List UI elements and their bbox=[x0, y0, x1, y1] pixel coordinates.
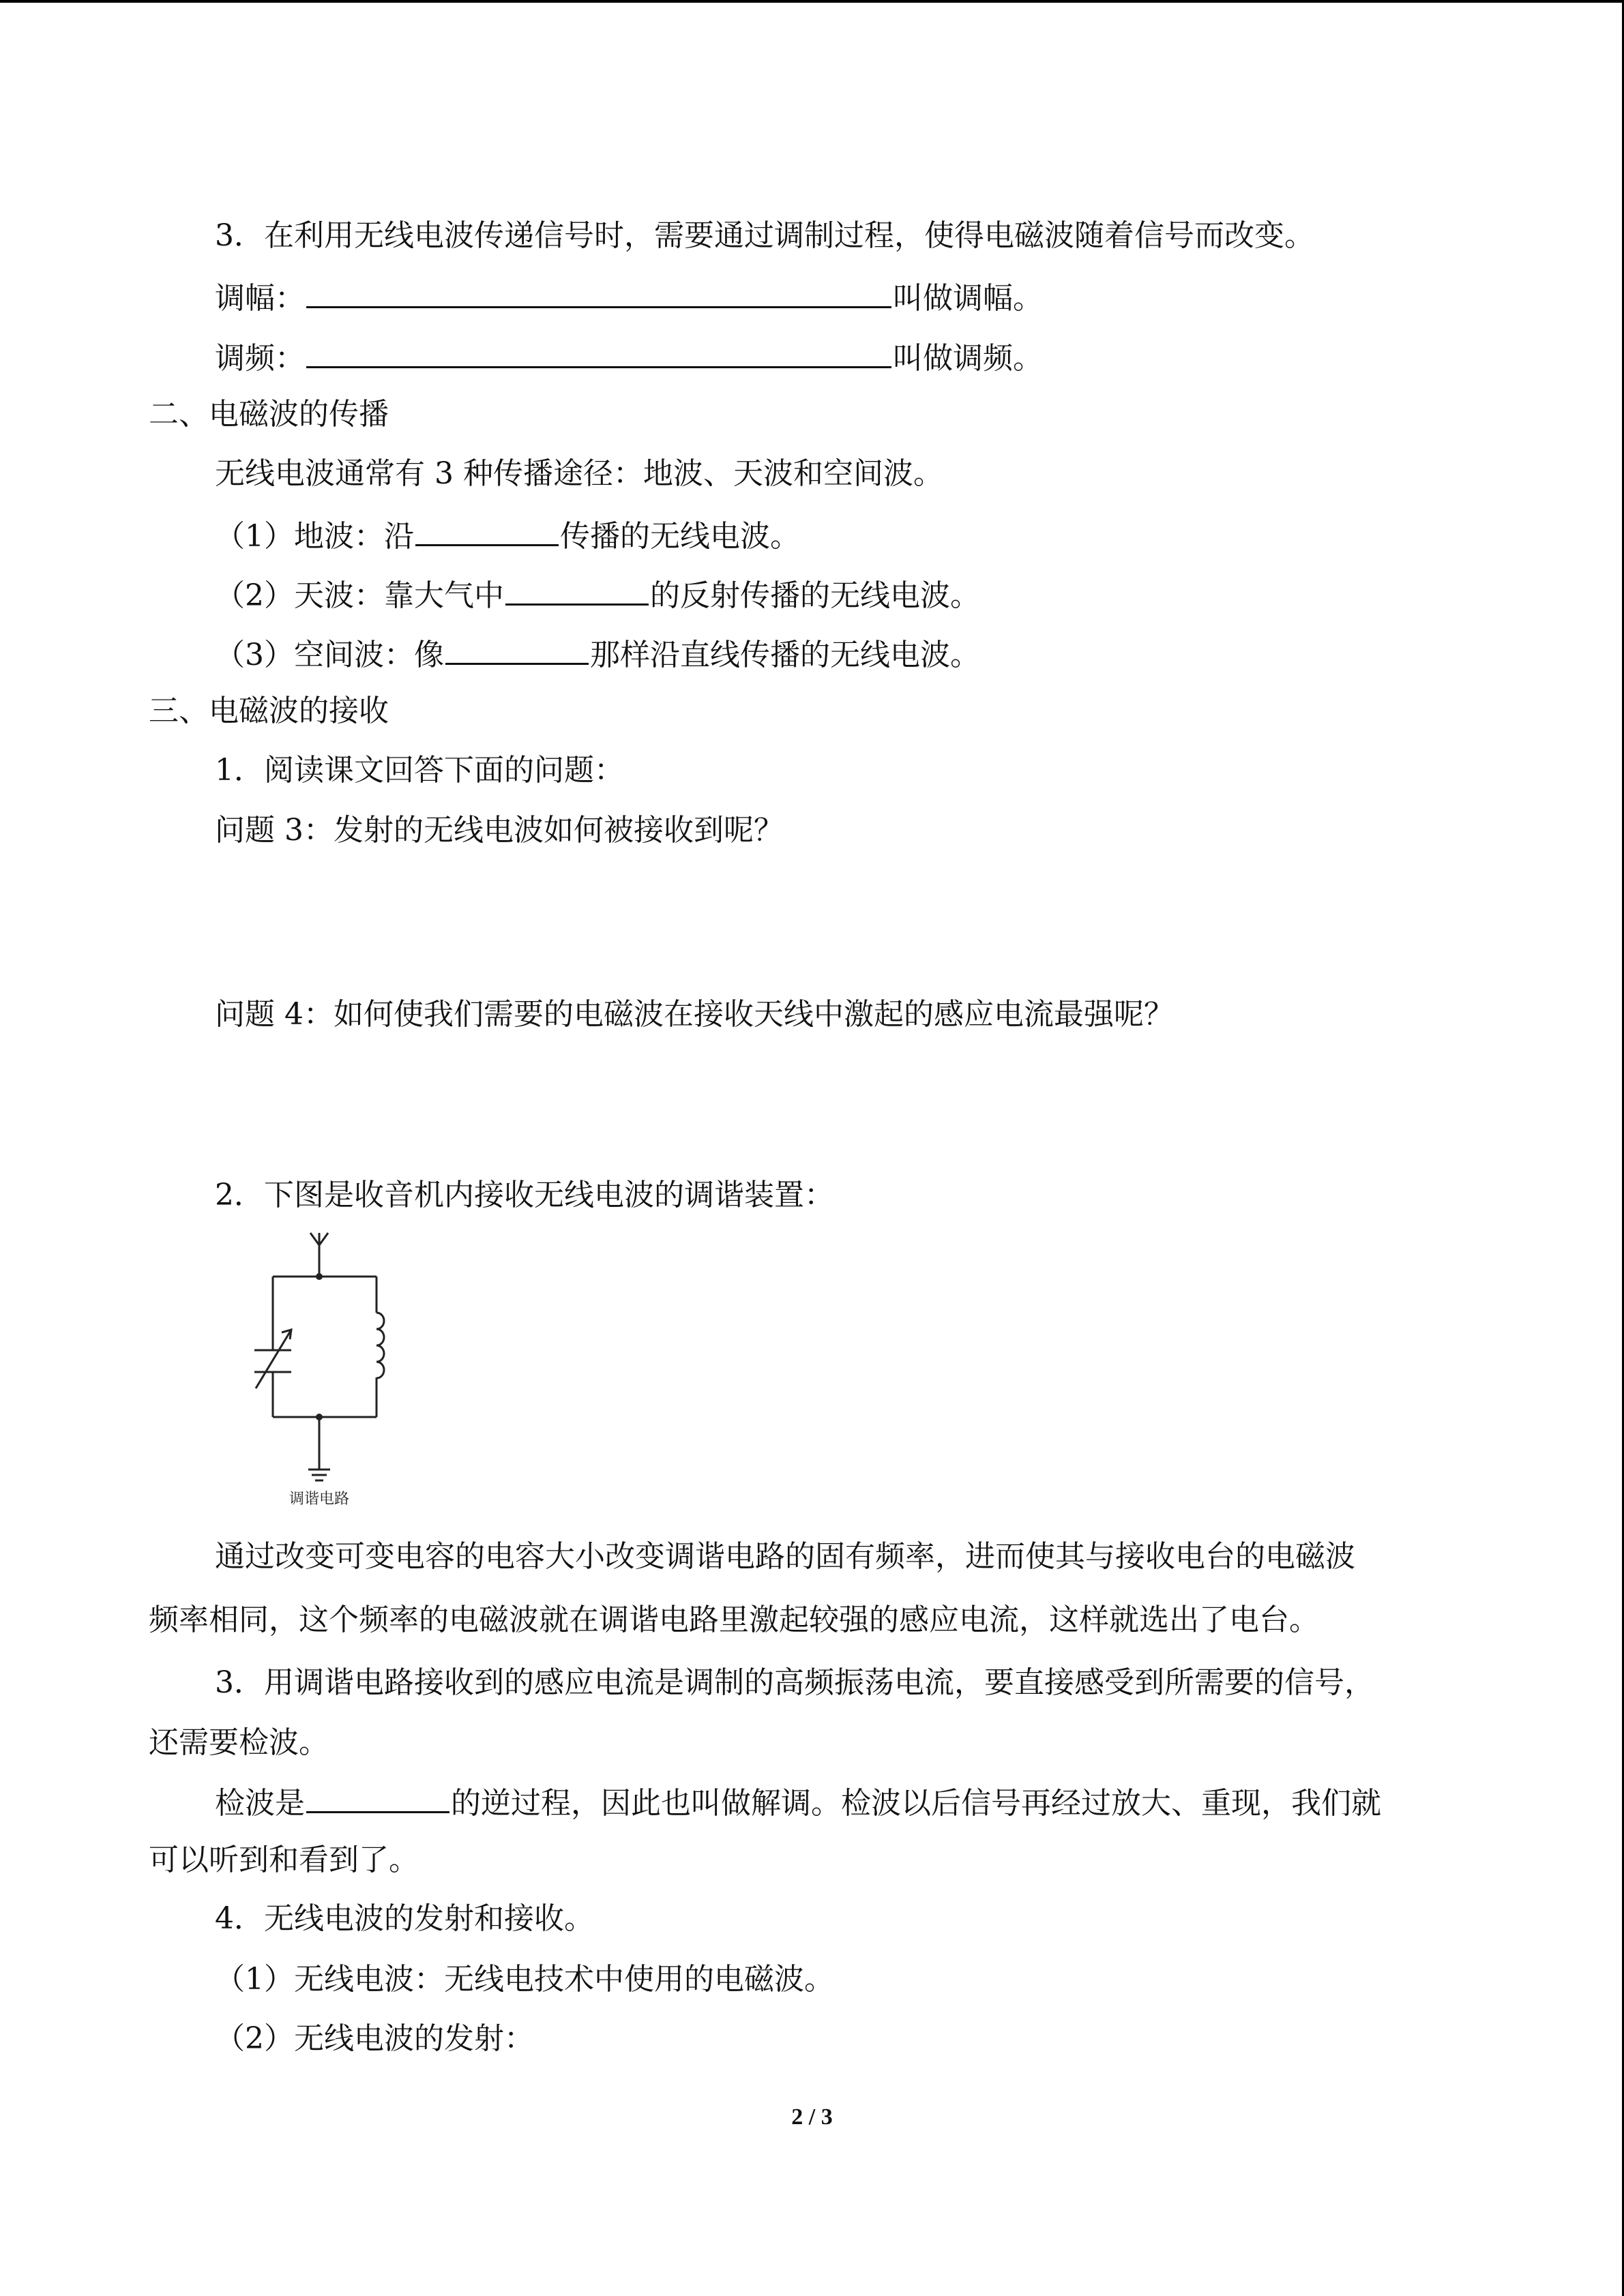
paragraph-2-line-2: 还需要检波。 bbox=[149, 1725, 329, 1760]
item-4-1: （1）无线电波：无线电技术中使用的电磁波。 bbox=[215, 1962, 834, 1997]
am-definition-line bbox=[215, 276, 1043, 314]
bottom-junction-dot bbox=[316, 1414, 323, 1420]
paragraph-2-line-1: 3．用调谐电路接收到的感应电流是调制的高频振荡电流，要直接感受到所需要的信号， bbox=[215, 1665, 1374, 1700]
sky-wave-line bbox=[215, 573, 980, 612]
ground-wave-tail: 传播的无线电波。 bbox=[560, 519, 800, 554]
space-wave-tail: 那样沿直线传播的无线电波。 bbox=[590, 638, 980, 672]
section-2-title: 二、电磁波的传播 bbox=[149, 397, 389, 432]
tuning-circuit-diagram bbox=[208, 1227, 430, 1514]
ground-wave-blank[interactable] bbox=[415, 514, 559, 546]
item-4-heading: 4．无线电波的发射和接收。 bbox=[215, 1901, 594, 1936]
fm-tail: 叫做调频。 bbox=[893, 341, 1043, 376]
fm-definition-line bbox=[215, 336, 1043, 374]
am-answer-blank[interactable] bbox=[306, 276, 891, 308]
space-wave-label: （3）空间波：像 bbox=[215, 638, 444, 672]
fm-answer-blank[interactable] bbox=[306, 336, 891, 368]
space-wave-line bbox=[215, 633, 980, 671]
ground-icon bbox=[308, 1470, 330, 1480]
section-3-title: 三、电磁波的接收 bbox=[149, 694, 389, 728]
inductor-coil-icon bbox=[377, 1313, 384, 1378]
detection-tail: 的逆过程，因此也叫做解调。检波以后信号再经过放大、重现，我们就 bbox=[451, 1786, 1381, 1821]
am-label: 调幅： bbox=[215, 281, 305, 316]
top-junction-dot bbox=[316, 1273, 323, 1280]
space-wave-blank[interactable] bbox=[445, 633, 589, 665]
detection-blank[interactable] bbox=[306, 1781, 449, 1813]
sky-wave-tail: 的反射传播的无线电波。 bbox=[650, 578, 980, 613]
q3-intro-line: 3．在利用无线电波传递信号时，需要通过调制过程，使得电磁波随着信号而改变。 bbox=[215, 218, 1314, 253]
page-number: 2 / 3 bbox=[791, 2104, 833, 2130]
detection-line bbox=[215, 1781, 1381, 1819]
antenna-icon bbox=[310, 1233, 328, 1277]
question-4: 问题 4：如何使我们需要的电磁波在接收天线中激起的感应电流最强呢？ bbox=[215, 997, 1174, 1032]
am-tail: 叫做调幅。 bbox=[893, 281, 1043, 316]
sky-wave-label: （2）天波：靠大气中 bbox=[215, 578, 504, 613]
question-3: 问题 3：发射的无线电波如何被接收到呢？ bbox=[215, 813, 784, 848]
sky-wave-blank[interactable] bbox=[505, 573, 649, 606]
circuit-caption: 调谐电路 bbox=[289, 1491, 350, 1508]
figure-intro: 2．下图是收音机内接收无线电波的调谐装置： bbox=[215, 1178, 834, 1212]
ground-wave-line bbox=[215, 514, 800, 552]
item-4-2: （2）无线电波的发射： bbox=[215, 2021, 534, 2056]
detection-line-2: 可以听到和看到了。 bbox=[149, 1843, 419, 1877]
paragraph-1-line-1: 通过改变可变电容的电容大小改变调谐电路的固有频率，进而使其与接收电台的电磁波 bbox=[215, 1539, 1355, 1574]
section-2-intro: 无线电波通常有 3 种传播途径：地波、天波和空间波。 bbox=[215, 456, 943, 491]
fm-label: 调频： bbox=[215, 341, 305, 376]
page-top-border bbox=[0, 0, 1624, 3]
ground-wave-label: （1）地波：沿 bbox=[215, 519, 414, 554]
read-questions-line: 1．阅读课文回答下面的问题： bbox=[215, 753, 624, 788]
paragraph-1-line-2: 频率相同，这个频率的电磁波就在调谐电路里激起较强的感应电流，这样就选出了电台。 bbox=[149, 1602, 1319, 1637]
detection-label: 检波是 bbox=[215, 1786, 305, 1821]
